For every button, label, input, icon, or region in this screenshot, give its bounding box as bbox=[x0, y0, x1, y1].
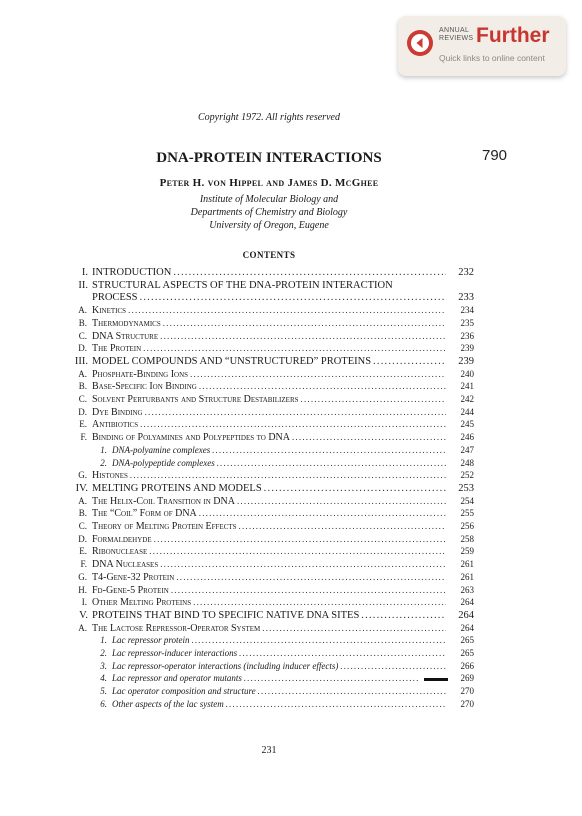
toc-entry-number: A. bbox=[78, 305, 87, 316]
toc-entry bbox=[0, 355, 582, 368]
toc-entry-number: 4. bbox=[100, 673, 107, 684]
page-number-annotation: 790 bbox=[482, 147, 508, 164]
toc-entry-number: D. bbox=[78, 343, 87, 354]
toc-entry-label: MELTING PROTEINS AND MODELS bbox=[92, 482, 262, 494]
toc-entry bbox=[0, 457, 582, 470]
toc-entry-number: A. bbox=[78, 495, 87, 506]
toc-entry-number: G. bbox=[78, 571, 87, 582]
toc-entry bbox=[0, 558, 582, 571]
toc-leader-dots bbox=[199, 380, 446, 393]
toc-entry bbox=[0, 418, 582, 431]
toc-entry-label: Dye Binding bbox=[92, 406, 143, 418]
toc-entry bbox=[0, 520, 582, 533]
toc-entry-label: Lac repressor and operator mutants bbox=[112, 673, 242, 684]
toc-entry-number: E. bbox=[79, 419, 87, 430]
toc-entry-number: I. bbox=[81, 597, 87, 608]
toc-entry-number: A. bbox=[78, 368, 87, 379]
author-affiliation bbox=[0, 193, 538, 232]
toc-entry-label: Kinetics bbox=[92, 305, 127, 317]
toc-entry bbox=[0, 672, 582, 685]
toc-leader-dots bbox=[192, 634, 447, 647]
toc-leader-dots bbox=[176, 571, 446, 584]
toc-entry-number: C. bbox=[78, 394, 87, 404]
toc-entry-page: 240 bbox=[460, 368, 474, 379]
toc-entry-page: 270 bbox=[460, 686, 474, 697]
toc-leader-dots bbox=[258, 685, 446, 698]
annual-reviews-logo-text: ANNUAL REVIEWS bbox=[439, 27, 474, 42]
quick-links-text[interactable]: Quick links to online content bbox=[439, 53, 545, 63]
affiliation-line: University of Oregon, Eugene bbox=[209, 220, 329, 231]
toc-leader-dots bbox=[361, 609, 446, 622]
toc-leader-dots bbox=[163, 317, 446, 330]
toc-entry-label: Fd-Gene-5 Protein bbox=[92, 584, 169, 596]
toc-entry bbox=[0, 507, 582, 520]
toc-entry-label: STRUCTURAL ASPECTS OF THE DNA-PROTEIN INTERACTION bbox=[92, 279, 393, 291]
toc-entry-page: 239 bbox=[460, 343, 474, 354]
toc-entry-number: E. bbox=[79, 546, 87, 557]
toc-entry-page: 261 bbox=[460, 571, 474, 582]
toc-entry-label: Other Melting Proteins bbox=[92, 597, 192, 609]
toc-entry-number: 1. bbox=[100, 444, 107, 455]
toc-entry-number: D. bbox=[78, 406, 87, 417]
toc-entry bbox=[0, 596, 582, 609]
toc-entry-number: 6. bbox=[100, 698, 107, 709]
toc-entry-page: 232 bbox=[458, 267, 474, 278]
toc-entry-label: Histones bbox=[92, 470, 128, 482]
further-label: Further bbox=[476, 24, 550, 47]
toc-entry-number: II. bbox=[78, 279, 88, 291]
toc-entry-page: 264 bbox=[460, 622, 474, 633]
toc-entry-page: 239 bbox=[458, 355, 474, 367]
toc-entry bbox=[0, 406, 582, 419]
toc-entry-page: 254 bbox=[460, 495, 474, 506]
toc-entry-label: Lac repressor protein bbox=[112, 635, 190, 646]
toc-entry-page: 244 bbox=[460, 406, 474, 417]
affiliation-line: Departments of Chemistry and Biology bbox=[190, 207, 348, 218]
toc-leader-dots bbox=[340, 660, 446, 673]
toc-entry-label: Phosphate-Binding Ions bbox=[92, 368, 189, 380]
toc-entry-page: 248 bbox=[460, 457, 474, 468]
toc-entry-label: Solvent Perturbants and Structure Destabilizers bbox=[92, 394, 299, 405]
copyright-notice: Copyright 1972. All rights reserved bbox=[198, 112, 340, 123]
toc-entry-label: The “Coil” Form of DNA bbox=[92, 508, 197, 520]
toc-leader-dots bbox=[160, 330, 446, 343]
toc-leader-dots bbox=[226, 698, 446, 711]
toc-entry-number: I. bbox=[81, 267, 88, 278]
toc-entry-number: G. bbox=[78, 470, 87, 481]
toc-entry-label: Antibiotics bbox=[92, 419, 139, 431]
toc-entry-number: D. bbox=[78, 533, 87, 544]
toc-entry-page: 266 bbox=[460, 660, 474, 671]
toc-entry-page: 253 bbox=[458, 482, 474, 494]
affiliation-line: Institute of Molecular Biology and bbox=[199, 194, 339, 205]
toc-entry bbox=[0, 482, 582, 495]
toc-entry-label: DNA-polyamine complexes bbox=[112, 444, 211, 455]
toc-entry-page: 242 bbox=[460, 394, 474, 404]
toc-entry-number: C. bbox=[78, 330, 87, 341]
toc-entry-page: 265 bbox=[460, 648, 474, 658]
toc-leader-dots bbox=[264, 482, 446, 495]
toc-entry bbox=[0, 469, 582, 482]
toc-entry-label: Formaldehyde bbox=[92, 533, 152, 545]
toc-entry bbox=[0, 291, 582, 304]
toc-leader-dots bbox=[154, 533, 446, 546]
toc-leader-dots bbox=[199, 507, 446, 520]
toc-entry-page: 233 bbox=[458, 292, 474, 304]
toc-entry-label: The Helix-Coil Transition in DNA bbox=[92, 495, 235, 507]
toc-leader-dots bbox=[193, 596, 446, 609]
toc-entry-label: The Lactose Repressor-Operator System bbox=[92, 622, 261, 634]
toc-entry-number: 2. bbox=[100, 648, 107, 658]
toc-entry-page: 246 bbox=[460, 432, 474, 443]
toc-leader-dots bbox=[373, 355, 446, 368]
toc-entry-page: 247 bbox=[460, 444, 474, 455]
toc-leader-dots bbox=[262, 622, 446, 635]
toc-entry-label: Lac operator composition and structure bbox=[112, 686, 256, 697]
toc-entry-label: DNA Nucleases bbox=[92, 559, 159, 571]
play-icon bbox=[407, 30, 433, 56]
toc-leader-dots bbox=[239, 647, 446, 660]
toc-entry bbox=[0, 660, 582, 673]
toc-entry-page: 264 bbox=[460, 597, 474, 608]
footer-page-number: 231 bbox=[261, 745, 277, 756]
toc-entry-label: Thermodynamics bbox=[92, 317, 161, 329]
toc-entry bbox=[0, 545, 582, 558]
toc-entry bbox=[0, 380, 582, 393]
toc-entry-label: The Protein bbox=[92, 343, 142, 355]
toc-leader-dots bbox=[140, 418, 446, 431]
toc-entry-number: 1. bbox=[100, 635, 107, 646]
toc-entry bbox=[0, 393, 582, 406]
toc-entry bbox=[0, 685, 582, 698]
toc-entry-label: Lac repressor-operator interactions (including inducer effects) bbox=[112, 660, 339, 671]
toc-entry-label: Lac repressor-inducer interactions bbox=[112, 648, 238, 658]
toc-entry-number: F. bbox=[80, 432, 87, 443]
toc-entry-number: III. bbox=[74, 355, 88, 367]
toc-entry-label: DNA Structure bbox=[92, 330, 159, 342]
toc-leader-dots bbox=[239, 520, 446, 533]
toc-entry-label: Other aspects of the lac system bbox=[112, 698, 224, 709]
toc-entry-label: Theory of Melting Protein Effects bbox=[92, 521, 237, 532]
toc-leader-dots bbox=[190, 368, 446, 381]
toc-entry-page: 264 bbox=[458, 609, 474, 621]
toc-entry bbox=[0, 304, 582, 317]
toc-entry-number: V. bbox=[79, 609, 88, 621]
toc-entry-number: H. bbox=[78, 584, 87, 595]
toc-entry-page: 270 bbox=[460, 698, 474, 709]
toc-entry-number: F. bbox=[80, 559, 87, 570]
toc-entry-page: 263 bbox=[460, 584, 474, 595]
toc-leader-dots bbox=[292, 431, 446, 444]
toc-entry bbox=[0, 368, 582, 381]
toc-entry-label: DNA-polypeptide complexes bbox=[112, 457, 215, 468]
toc-leader-dots bbox=[301, 393, 447, 406]
toc-entry-label: MODEL COMPOUNDS AND “UNSTRUCTURED” PROTEINS bbox=[92, 355, 372, 367]
toc-leader-dots bbox=[160, 558, 446, 571]
toc-entry-label: PROTEINS THAT BIND TO SPECIFIC NATIVE DNA SITES bbox=[92, 609, 360, 621]
toc-entry bbox=[0, 495, 582, 508]
toc-entry-number: A. bbox=[78, 622, 87, 633]
toc-entry bbox=[0, 584, 582, 597]
toc-entry-page: 258 bbox=[460, 533, 474, 544]
toc-entry-number: B. bbox=[78, 317, 87, 328]
toc-entry-number: B. bbox=[78, 381, 87, 392]
article-title: DNA-PROTEIN INTERACTIONS bbox=[156, 150, 382, 166]
toc-leader-dots bbox=[212, 444, 446, 457]
toc-entry-number: 2. bbox=[100, 457, 107, 468]
toc-entry bbox=[0, 431, 582, 444]
toc-leader-dots bbox=[149, 545, 446, 558]
toc-entry-number: 3. bbox=[100, 660, 107, 671]
toc-entry-label: Base-Specific Ion Binding bbox=[92, 381, 197, 393]
toc-leader-dots bbox=[171, 584, 446, 597]
toc-entry bbox=[0, 279, 582, 292]
ink-mark bbox=[424, 678, 448, 681]
toc-leader-dots bbox=[217, 457, 446, 470]
toc-leader-dots bbox=[173, 266, 446, 279]
toc-entry-page: 252 bbox=[460, 470, 474, 481]
toc-entry-page: 265 bbox=[460, 635, 474, 646]
toc-entry-label: PROCESS bbox=[92, 292, 138, 304]
toc-entry-page: 255 bbox=[460, 508, 474, 519]
toc-entry-label: Binding of Polyamines and Polypeptides to DNA bbox=[92, 432, 290, 444]
toc-entry-page: 256 bbox=[460, 521, 474, 531]
contents-heading: CONTENTS bbox=[242, 250, 296, 260]
toc-leader-dots bbox=[145, 406, 446, 419]
toc-leader-dots bbox=[140, 291, 446, 304]
toc-entry-number: C. bbox=[78, 521, 87, 531]
toc-entry bbox=[0, 647, 582, 660]
article-authors: Peter H. von Hippel and James D. McGhee bbox=[159, 177, 379, 189]
toc-entry-page: 245 bbox=[460, 419, 474, 430]
toc-entry bbox=[0, 266, 582, 279]
further-banner[interactable] bbox=[398, 16, 566, 76]
toc-entry bbox=[0, 609, 582, 622]
toc-entry-page: 269 bbox=[460, 673, 474, 684]
toc-entry-number: B. bbox=[78, 508, 87, 519]
toc-leader-dots bbox=[143, 342, 446, 355]
toc-entry-page: 235 bbox=[460, 317, 474, 328]
toc-entry-label: T4-Gene-32 Protein bbox=[92, 571, 175, 583]
toc-entry bbox=[0, 634, 582, 647]
toc-entry-number: IV. bbox=[75, 482, 88, 494]
toc-entry-number: 5. bbox=[100, 686, 107, 697]
toc-entry-page: 259 bbox=[460, 546, 474, 557]
toc-leader-dots bbox=[237, 495, 446, 508]
toc-entry bbox=[0, 330, 582, 343]
toc-entry bbox=[0, 698, 582, 711]
toc-entry bbox=[0, 533, 582, 546]
toc-entry-label: Ribonuclease bbox=[92, 546, 148, 558]
toc-entry bbox=[0, 622, 582, 635]
toc-entry bbox=[0, 571, 582, 584]
toc-leader-dots bbox=[244, 672, 418, 685]
toc-entry-page: 234 bbox=[460, 305, 474, 316]
toc-entry bbox=[0, 317, 582, 330]
toc-leader-dots bbox=[128, 304, 446, 317]
toc-leader-dots bbox=[130, 469, 446, 482]
toc-entry-page: 261 bbox=[460, 559, 474, 570]
toc-entry bbox=[0, 342, 582, 355]
toc-entry-page: 241 bbox=[460, 381, 474, 392]
toc-entry-page: 236 bbox=[460, 330, 474, 341]
toc-entry bbox=[0, 444, 582, 457]
toc-entry-label: INTRODUCTION bbox=[92, 267, 172, 278]
